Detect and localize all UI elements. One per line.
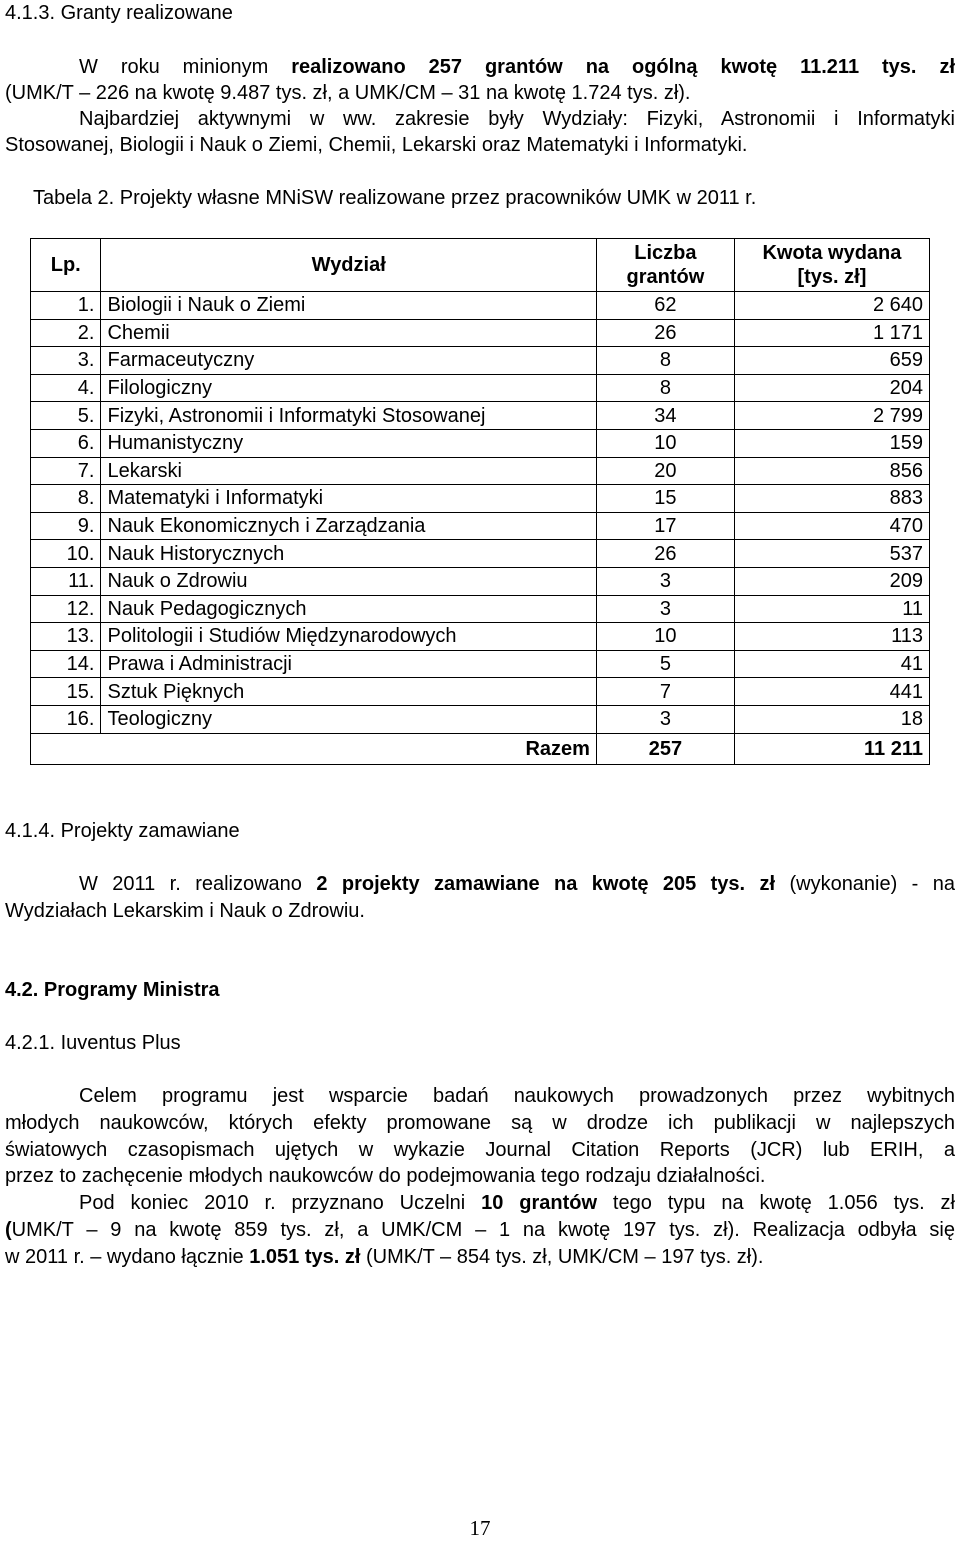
table-row	[31, 457, 930, 485]
cell-liczba: 3	[596, 595, 734, 623]
table-row	[31, 623, 930, 651]
subsection-heading-iuventus: 4.2.1. Iuventus Plus	[5, 1032, 181, 1054]
cell-liczba: 26	[596, 319, 734, 347]
cell-wydzial: Biologii i Nauk o Ziemi	[101, 292, 596, 320]
cell-lp: 16.	[31, 705, 101, 733]
paragraph-iuventus-line3: światowych czasopismach ujętych w wykazie Journal Citation Reports (JCR) lub ERIH, a	[5, 1139, 955, 1161]
cell-liczba: 3	[596, 567, 734, 595]
cell-kwota: 883	[734, 485, 929, 513]
cell-wydzial: Matematyki i Informatyki	[101, 485, 596, 513]
cell-wydzial: Nauk Ekonomicznych i Zarządzania	[101, 512, 596, 540]
cell-wydzial: Nauk Historycznych	[101, 540, 596, 568]
paragraph-granty-line2: (UMK/T – 226 na kwotę 9.487 tys. zł, a UMK/CM – 31 na kwotę 1.724 tys. zł).	[5, 82, 691, 104]
cell-wydzial: Prawa i Administracji	[101, 650, 596, 678]
paragraph-granty-iuventus-line1: Pod koniec 2010 r. przyznano Uczelni 10 grantów tego typu na kwotę 1.056 tys. zł	[79, 1192, 955, 1214]
cell-wydzial: Lekarski	[101, 457, 596, 485]
table-row	[31, 429, 930, 457]
cell-wydzial: Farmaceutyczny	[101, 347, 596, 375]
cell-lp: 11.	[31, 567, 101, 595]
table-row	[31, 705, 930, 733]
cell-lp: 10.	[31, 540, 101, 568]
header-wydzial: Wydział	[101, 239, 596, 292]
cell-liczba: 26	[596, 540, 734, 568]
paragraph-iuventus-line4: przez to zachęcenie młodych naukowców do podejmowania tego rodzaju działalności.	[5, 1165, 766, 1187]
paragraph-granty-iuventus-line3: w 2011 r. – wydano łącznie 1.051 tys. zł (UMK/T – 854 tys. zł, UMK/CM – 197 tys. zł).	[5, 1246, 764, 1268]
section-heading-granty: 4.1.3. Granty realizowane	[5, 2, 233, 24]
cell-lp: 4.	[31, 374, 101, 402]
table-caption: Tabela 2. Projekty własne MNiSW realizowane przez pracowników UMK w 2011 r.	[33, 187, 757, 209]
cell-kwota: 113	[734, 623, 929, 651]
total-kwota: 11 211	[734, 733, 929, 764]
header-kwota: Kwota wydana [tys. zł]	[734, 239, 929, 292]
cell-kwota: 1 171	[734, 319, 929, 347]
cell-lp: 12.	[31, 595, 101, 623]
cell-lp: 15.	[31, 678, 101, 706]
paragraph-zamawiane-line1: W 2011 r. realizowano 2 projekty zamawiane na kwotę 205 tys. zł (wykonanie) - na	[79, 873, 955, 895]
table-row	[31, 512, 930, 540]
cell-liczba: 20	[596, 457, 734, 485]
total-label: Razem	[31, 733, 597, 764]
table-row	[31, 347, 930, 375]
cell-kwota: 41	[734, 650, 929, 678]
cell-kwota: 537	[734, 540, 929, 568]
table-row	[31, 292, 930, 320]
section-heading-zamawiane: 4.1.4. Projekty zamawiane	[5, 820, 240, 842]
cell-kwota: 659	[734, 347, 929, 375]
cell-kwota: 204	[734, 374, 929, 402]
header-lp: Lp.	[31, 239, 101, 292]
table-row	[31, 485, 930, 513]
cell-liczba: 10	[596, 623, 734, 651]
table-row	[31, 374, 930, 402]
cell-kwota: 2 799	[734, 402, 929, 430]
table-row	[31, 540, 930, 568]
table-row	[31, 402, 930, 430]
table-header-row	[31, 239, 930, 292]
paragraph-wydzialy-line1: Najbardziej aktywnymi w ww. zakresie były Wydziały: Fizyki, Astronomii i Informatyki	[79, 108, 955, 130]
cell-kwota: 209	[734, 567, 929, 595]
cell-lp: 6.	[31, 429, 101, 457]
table-row	[31, 678, 930, 706]
cell-liczba: 8	[596, 347, 734, 375]
paragraph-zamawiane-line2: Wydziałach Lekarskim i Nauk o Zdrowiu.	[5, 900, 365, 922]
cell-lp: 5.	[31, 402, 101, 430]
table-row	[31, 595, 930, 623]
cell-lp: 1.	[31, 292, 101, 320]
cell-kwota: 18	[734, 705, 929, 733]
table-total-row	[31, 733, 930, 764]
cell-kwota: 11	[734, 595, 929, 623]
cell-kwota: 470	[734, 512, 929, 540]
cell-liczba: 7	[596, 678, 734, 706]
table-row	[31, 319, 930, 347]
cell-liczba: 17	[596, 512, 734, 540]
cell-lp: 9.	[31, 512, 101, 540]
cell-liczba: 62	[596, 292, 734, 320]
total-liczba: 257	[596, 733, 734, 764]
cell-wydzial: Filologiczny	[101, 374, 596, 402]
cell-wydzial: Politologii i Studiów Międzynarodowych	[101, 623, 596, 651]
cell-liczba: 34	[596, 402, 734, 430]
page-number: 17	[469, 1516, 491, 1540]
table-row	[31, 650, 930, 678]
table-row	[31, 567, 930, 595]
cell-lp: 8.	[31, 485, 101, 513]
cell-kwota: 159	[734, 429, 929, 457]
cell-lp: 7.	[31, 457, 101, 485]
paragraph-wydzialy-line2: Stosowanej, Biologii i Nauk o Ziemi, Chemii, Lekarski oraz Matematyki i Informatyki.	[5, 134, 748, 156]
cell-wydzial: Nauk o Zdrowiu	[101, 567, 596, 595]
header-liczba: Liczba grantów	[596, 239, 734, 292]
paragraph-iuventus-line2: młodych naukowców, których efekty promowane są w drodze ich publikacji w najlepszych	[5, 1112, 955, 1134]
cell-wydzial: Nauk Pedagogicznych	[101, 595, 596, 623]
cell-wydzial: Humanistyczny	[101, 429, 596, 457]
cell-liczba: 15	[596, 485, 734, 513]
cell-kwota: 2 640	[734, 292, 929, 320]
grants-table	[30, 238, 930, 765]
cell-lp: 3.	[31, 347, 101, 375]
cell-wydzial: Chemii	[101, 319, 596, 347]
cell-liczba: 3	[596, 705, 734, 733]
section-heading-programy: 4.2. Programy Ministra	[5, 979, 220, 1001]
cell-kwota: 856	[734, 457, 929, 485]
cell-lp: 2.	[31, 319, 101, 347]
paragraph-iuventus-line1: Celem programu jest wsparcie badań naukowych prowadzonych przez wybitnych	[79, 1085, 955, 1107]
cell-kwota: 441	[734, 678, 929, 706]
cell-lp: 13.	[31, 623, 101, 651]
cell-liczba: 5	[596, 650, 734, 678]
cell-liczba: 10	[596, 429, 734, 457]
cell-wydzial: Teologiczny	[101, 705, 596, 733]
cell-wydzial: Fizyki, Astronomii i Informatyki Stosowanej	[101, 402, 596, 430]
paragraph-granty-iuventus-line2: (UMK/T – 9 na kwotę 859 tys. zł, a UMK/CM – 1 na kwotę 197 tys. zł). Realizacja odbyła się	[5, 1219, 955, 1241]
cell-wydzial: Sztuk Pięknych	[101, 678, 596, 706]
cell-liczba: 8	[596, 374, 734, 402]
paragraph-granty-line1: W roku minionym realizowano 257 grantów na ogólną kwotę 11.211 tys. zł	[79, 56, 955, 78]
cell-lp: 14.	[31, 650, 101, 678]
